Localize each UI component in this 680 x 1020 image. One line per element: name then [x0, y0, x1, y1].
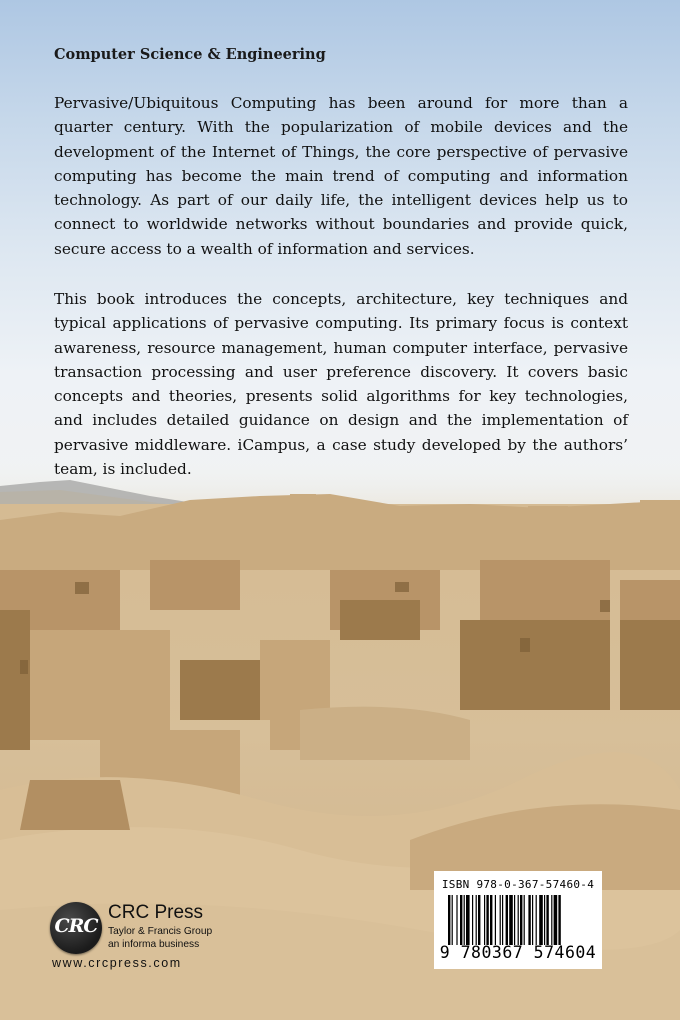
crc-badge-icon: CRC [50, 902, 102, 954]
barcode-bar [495, 895, 496, 945]
barcode-bar [554, 895, 558, 945]
barcode-bar [544, 895, 545, 945]
barcode-bar [532, 895, 533, 945]
description-paragraph-1: Pervasive/Ubiquitous Computing has been around for more than a quarter century. With the popularization of mobile devices and the development of the Internet of Things, the core perspective of pervasive computing has become the main trend of computing and information technology. As part of our daily life, the intelligent devices help us to connect to worldwide networks without boundaries and provide quick, secure access to a wealth of information and services. [54, 94, 628, 258]
barcode-bar [456, 895, 457, 945]
publisher-name: CRC Press [108, 902, 204, 923]
barcode-bar [472, 895, 473, 945]
barcode-bar [520, 895, 522, 945]
barcode-bar [448, 895, 450, 945]
barcode-bar [528, 895, 530, 945]
barcode-bar [464, 895, 465, 945]
barcode-bar [558, 895, 560, 945]
subject-category: Computer Science & Engineering [54, 46, 326, 63]
barcode-bar [500, 895, 501, 945]
barcode-bar [490, 895, 492, 945]
barcode-bar [551, 895, 552, 945]
barcode-bar [536, 895, 537, 945]
publisher-group: Taylor & Francis Group [108, 926, 213, 937]
barcode-bar [484, 895, 485, 945]
barcode-bar [518, 895, 519, 945]
publisher-tagline: an informa business [108, 939, 200, 950]
barcode-bar [506, 895, 508, 945]
barcode-bar [502, 895, 503, 945]
barcode-bar [460, 895, 462, 945]
description-paragraph-2: This book introduces the concepts, architecture, key techniques and typical applications of pervasive computing. Its primary focus is context awareness, resource management, human computer interface, pervasive transaction processing and user preference discovery. It covers basic concepts and theories, presents solid algorithms for key technologies, and includes detailed guidance on design and the implementation of pervasive middleware. iCampus, a case study developed by the authors’ team, is included. [54, 290, 628, 479]
barcode-bar [452, 895, 453, 945]
barcode-bar [466, 895, 470, 945]
barcode-bar [524, 895, 525, 945]
barcode-bar [478, 895, 480, 945]
isbn-label: ISBN 978-0-367-57460-4 [441, 878, 595, 891]
barcode-bar [476, 895, 477, 945]
isbn-barcode [434, 871, 602, 969]
publisher-logo [50, 902, 240, 972]
barcode-bar [514, 895, 515, 945]
publisher-url: www.crcpress.com [52, 956, 182, 970]
barcode-bar [486, 895, 488, 945]
barcode-bars [448, 895, 594, 945]
barcode-bar [509, 895, 513, 945]
ean-digits: 9 780367 574604 [439, 943, 597, 962]
barcode-bar [539, 895, 543, 945]
barcode-bar [546, 895, 548, 945]
